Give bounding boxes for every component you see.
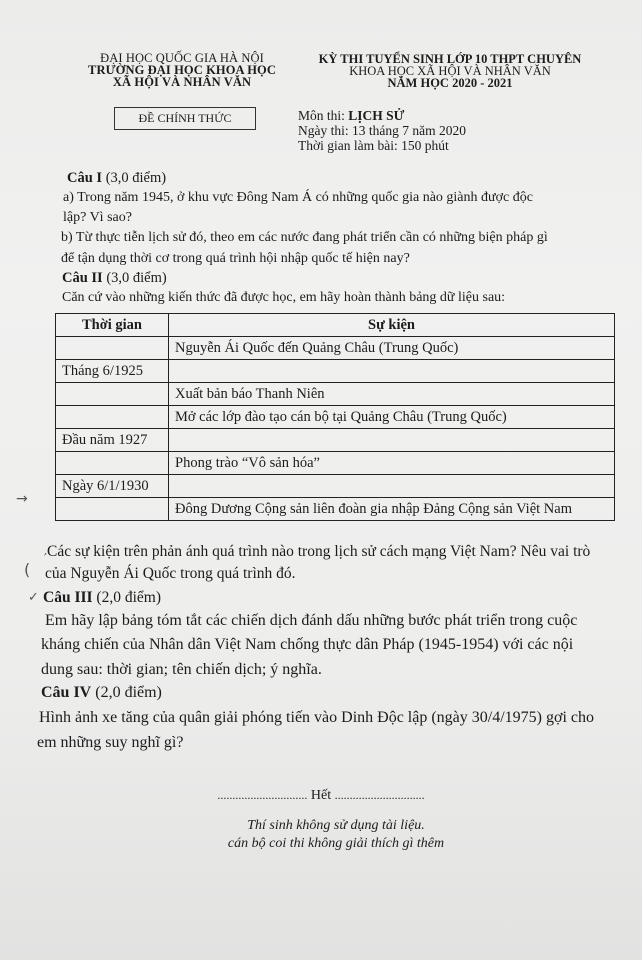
- time-cell: [56, 337, 169, 360]
- official-exam-badge: ĐỀ CHÍNH THỨC: [114, 107, 256, 130]
- exam-header: [300, 53, 600, 89]
- event-cell: Đông Dương Cộng sản liên đoàn gia nhập Đảng Cộng sản Việt Nam: [169, 498, 615, 521]
- exam-title: KỲ THI TUYỂN SINH LỚP 10 THPT CHUYÊN: [318, 52, 582, 66]
- column-header-time: Thời gian: [56, 314, 169, 337]
- subject-value: LỊCH SỬ: [348, 108, 405, 123]
- time-cell: [56, 498, 169, 521]
- q2-points: (3,0 điểm): [106, 270, 167, 286]
- end-dots-left: ..............................: [217, 788, 308, 802]
- exam-field: KHOA HỌC XÃ HỘI VÀ NHÂN VĂN: [349, 64, 551, 78]
- q2-follow-line1: Các sự kiện trên phản ánh quá trình nào trong lịch sử cách mạng Việt Nam? Nêu vai trò: [47, 543, 591, 560]
- end-text: Hết: [310, 788, 332, 803]
- table-row: [56, 475, 615, 498]
- q1-heading: [67, 170, 166, 187]
- event-cell: Mở các lớp đào tạo cán bộ tại Quảng Châu (Trung Quốc): [169, 406, 615, 429]
- q1-a-line1: a) Trong năm 1945, ở khu vực Đông Nam Á có những quốc gia nào giành được độc: [63, 190, 533, 205]
- exam-info: [298, 108, 466, 153]
- q4-line1: Hình ảnh xe tăng của quân giải phóng tiến vào Dinh Độc lập (ngày 30/4/1975) gợi cho: [39, 709, 594, 726]
- time-cell: Tháng 6/1925: [56, 360, 169, 383]
- q2-intro: Căn cứ vào những kiến thức đã được học, em hãy hoàn thành bảng dữ liệu sau:: [62, 290, 506, 305]
- column-header-event: Sự kiện: [169, 314, 615, 337]
- q4-heading: [41, 684, 162, 702]
- exam-date: Ngày thi: 13 tháng 7 năm 2020: [298, 123, 466, 138]
- footer-note2: cán bộ coi thi không giải thích gì thêm: [227, 836, 445, 851]
- table-row: [56, 429, 615, 452]
- end-dots-right: ..............................: [334, 788, 425, 802]
- pen-arrow-mark: →: [16, 491, 28, 507]
- pen-tick-mark: ′: [44, 552, 47, 567]
- event-cell: Phong trào “Vô sản hóa”: [169, 452, 615, 475]
- event-cell: Xuất bản báo Thanh Niên: [169, 383, 615, 406]
- footer-note1: Thí sinh không sử dụng tài liệu.: [247, 818, 425, 833]
- university-header: [84, 52, 280, 88]
- time-cell: Ngày 6/1/1930: [56, 475, 169, 498]
- q2-follow-line2: của Nguyễn Ái Quốc trong quá trình đó.: [45, 565, 296, 582]
- q1-a-line2: lập? Vì sao?: [63, 210, 132, 225]
- event-cell: [169, 429, 615, 452]
- table-row: [56, 406, 615, 429]
- time-cell: [56, 383, 169, 406]
- subject-label: Môn thi:: [298, 108, 345, 123]
- time-cell: [56, 452, 169, 475]
- event-cell: [169, 360, 615, 383]
- q2-title: Câu II: [62, 270, 103, 286]
- q1-b-line1: b) Từ thực tiễn lịch sử đó, theo em các nước đang phát triển cần có những biện pháp gì: [61, 230, 548, 245]
- school-year: NĂM HỌC 2020 - 2021: [387, 76, 513, 90]
- table-header-row: [56, 314, 615, 337]
- q4-line2: em những suy nghĩ gì?: [37, 734, 184, 751]
- q1-b-line2: để tận dụng thời cơ trong quá trình hội nhập quốc tế hiện nay?: [61, 251, 410, 266]
- events-table: [55, 313, 615, 521]
- university-name: ĐẠI HỌC QUỐC GIA HÀ NỘI: [100, 51, 264, 65]
- event-cell: Nguyễn Ái Quốc đến Quảng Châu (Trung Quốc): [169, 337, 615, 360]
- q3-line1: Em hãy lập bảng tóm tắt các chiến dịch đánh dấu những bước phát triển trong cuộc: [45, 612, 578, 629]
- q3-points: (2,0 điểm): [96, 589, 161, 606]
- q3-heading: [43, 589, 161, 607]
- time-cell: Đầu năm 1927: [56, 429, 169, 452]
- subject-line: [298, 108, 466, 123]
- q3-line2: kháng chiến của Nhân dân Việt Nam chống thực dân Pháp (1945-1954) với các nội: [41, 636, 574, 653]
- school-name-line2: XÃ HỘI VÀ NHÂN VĂN: [112, 75, 252, 89]
- q1-title: Câu I: [67, 170, 103, 186]
- q3-line3: dung sau: thời gian; tên chiến dịch; ý nghĩa.: [41, 661, 322, 678]
- table-row: [56, 337, 615, 360]
- table-row: [56, 452, 615, 475]
- end-marker: [0, 788, 642, 804]
- pen-bracket-mark: (: [24, 560, 31, 579]
- exam-duration: Thời gian làm bài: 150 phút: [298, 138, 449, 153]
- table-row: [56, 383, 615, 406]
- time-cell: [56, 406, 169, 429]
- q4-title: Câu IV: [41, 684, 92, 701]
- pen-check-mark: ✓: [28, 590, 39, 605]
- q4-points: (2,0 điểm): [95, 684, 162, 701]
- event-cell: [169, 475, 615, 498]
- school-name-line1: TRƯỜNG ĐẠI HỌC KHOA HỌC: [88, 63, 276, 77]
- table-row: [56, 498, 615, 521]
- q2-heading: [62, 270, 167, 287]
- q1-points: (3,0 điểm): [105, 170, 167, 186]
- q3-title: Câu III: [43, 589, 93, 606]
- table-row: [56, 360, 615, 383]
